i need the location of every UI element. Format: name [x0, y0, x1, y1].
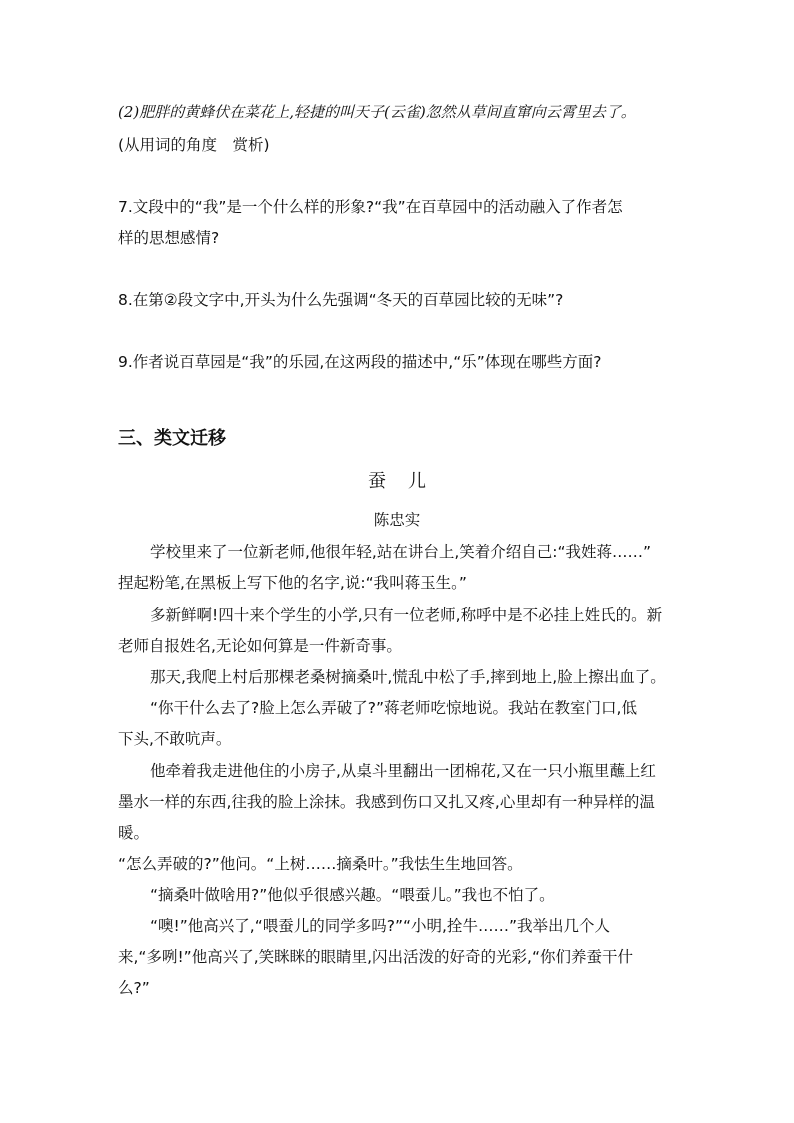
story-line: 那天,我爬上村后那棵老桑树摘桑叶,慌乱中松了手,摔到地上,脸上擦出血了。: [150, 668, 666, 686]
story-line: 学校里来了一位新老师,他很年轻,站在讲台上,笑着介绍自己:“我姓蒋……”: [150, 543, 652, 561]
question-6-item-2: (2)肥胖的黄蜂伏在菜花上,轻捷的叫天子(云雀)忽然从草间直窜向云霄里去了。: [118, 103, 636, 121]
story-line: 下头,不敢吭声。: [118, 730, 232, 748]
question-6-item-2-hint: (从用词的角度 赏析): [118, 136, 270, 154]
story-line: 他牵着我走进他住的小房子,从桌斗里翻出一团棉花,又在一只小瓶里蘸上红: [150, 762, 656, 780]
story-line: 暖。: [118, 824, 150, 842]
story-line: “你干什么去了?脸上怎么弄破了?”蒋老师吃惊地说。我站在教室门口,低: [150, 699, 637, 717]
question-9: 9.作者说百草园是“我”的乐园,在这两段的描述中,“乐”体现在哪些方面?: [118, 353, 602, 371]
story-title: 蚕儿: [368, 471, 448, 492]
story-line: “怎么弄破的?”他问。“上树……摘桑叶。”我怯生生地回答。: [118, 855, 523, 873]
story-line: “摘桑叶做啥用?”他似乎很感兴趣。“喂蚕儿。”我也不怕了。: [150, 886, 555, 904]
question-8: 8.在第②段文字中,开头为什么先强调“冬天的百草园比较的无味”?: [118, 291, 564, 309]
question-7-line-2: 样的思想感情?: [118, 229, 220, 247]
story-line: 来,“多咧!”他高兴了,笑眯眯的眼睛里,闪出活泼的好奇的光彩,“你们养蚕干什: [118, 948, 634, 966]
story-line: 老师自报姓名,无论如何算是一件新奇事。: [118, 637, 402, 655]
story-line: 么?”: [118, 979, 150, 997]
question-7-line-1: 7.文段中的“我”是一个什么样的形象?“我”在百草园中的活动融入了作者怎: [118, 198, 623, 216]
section-title: 三、类文迁移: [118, 428, 226, 449]
story-line: 墨水一样的东西,往我的脸上涂抹。我感到伤口又扎又疼,心里却有一种异样的温: [118, 793, 655, 811]
story-line: “噢!”他高兴了,“喂蚕儿的同学多吗?”“小明,拴牛……”我举出几个人: [150, 917, 610, 935]
story-line: 多新鲜啊!四十来个学生的小学,只有一位老师,称呼中是不必挂上姓氏的。新: [150, 606, 663, 624]
story-line: 捏起粉笔,在黑板上写下他的名字,说:“我叫蒋玉生。”: [118, 574, 467, 592]
story-author: 陈忠实: [373, 511, 421, 529]
